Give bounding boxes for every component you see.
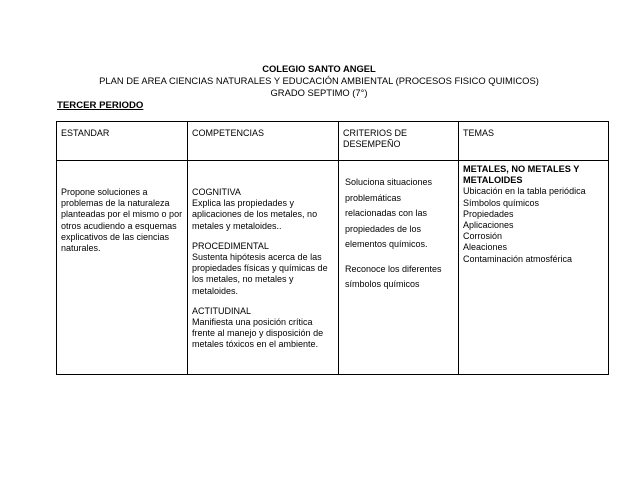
- table-row: [57, 161, 609, 375]
- tema-item: Aleaciones: [463, 242, 508, 253]
- tema-item: Símbolos químicos: [463, 197, 540, 208]
- competencia-cognitiva-text: Explica las propiedades y aplicaciones de los metales, no metales y metaloides..: [192, 198, 318, 231]
- period-heading: TERCER PERIODO: [57, 100, 144, 111]
- criterios-cell: [339, 161, 459, 375]
- column-header-competencias: COMPETENCIAS: [188, 122, 339, 161]
- tema-item: Ubicación en la tabla periódica: [463, 186, 586, 197]
- criterio-item: Reconoce los diferentes símbolos químicos: [345, 263, 442, 289]
- column-header-criterios: CRITERIOS DE DESEMPEÑO: [339, 122, 459, 161]
- tema-item: Aplicaciones: [463, 220, 514, 231]
- competencias-cell: [188, 161, 339, 375]
- competencia-procedimental-title: PROCEDIMENTAL: [192, 240, 269, 251]
- tema-item: Contaminación atmosférica: [463, 253, 573, 264]
- competencia-actitudinal-text: Manifiesta una posición crítica frente al manejo y disposición de metales tóxicos en el ambiente.: [192, 317, 324, 350]
- tema-item: Propiedades: [463, 208, 514, 219]
- temas-cell: [459, 161, 609, 375]
- school-name: COLEGIO SANTO ANGEL: [262, 63, 376, 74]
- estandar-cell: [57, 161, 188, 375]
- competencia-actitudinal-title: ACTITUDINAL: [192, 305, 252, 316]
- competencia-cognitiva-title: COGNITIVA: [192, 187, 241, 197]
- column-header-estandar: ESTANDAR: [57, 122, 188, 161]
- criterio-item: Soluciona situaciones problemáticas relacionadas con las propiedades de los elementos químicos.: [345, 177, 433, 249]
- plan-title: PLAN DE AREA CIENCIAS NATURALES Y EDUCACIÓN AMBIENTAL (PROCESOS FISICO QUIMICOS): [99, 75, 539, 86]
- table-header-row: [57, 122, 609, 161]
- plan-table: [56, 121, 609, 375]
- competencia-procedimental-text: Sustenta hipótesis acerca de las propiedades físicas y químicas de los metales, no metales y metaloides.: [192, 252, 328, 296]
- tema-item: Corrosión: [463, 231, 503, 242]
- estandar-text: Propone soluciones a problemas de la naturaleza planteadas por el mismo o por otros acudiendo a esquemas explicativos de las ciencias naturales.: [61, 187, 183, 254]
- grade-label: GRADO SEPTIMO (7°): [270, 87, 368, 98]
- temas-title: METALES, NO METALES Y METALOIDES: [463, 164, 580, 186]
- column-header-temas: TEMAS: [459, 122, 609, 161]
